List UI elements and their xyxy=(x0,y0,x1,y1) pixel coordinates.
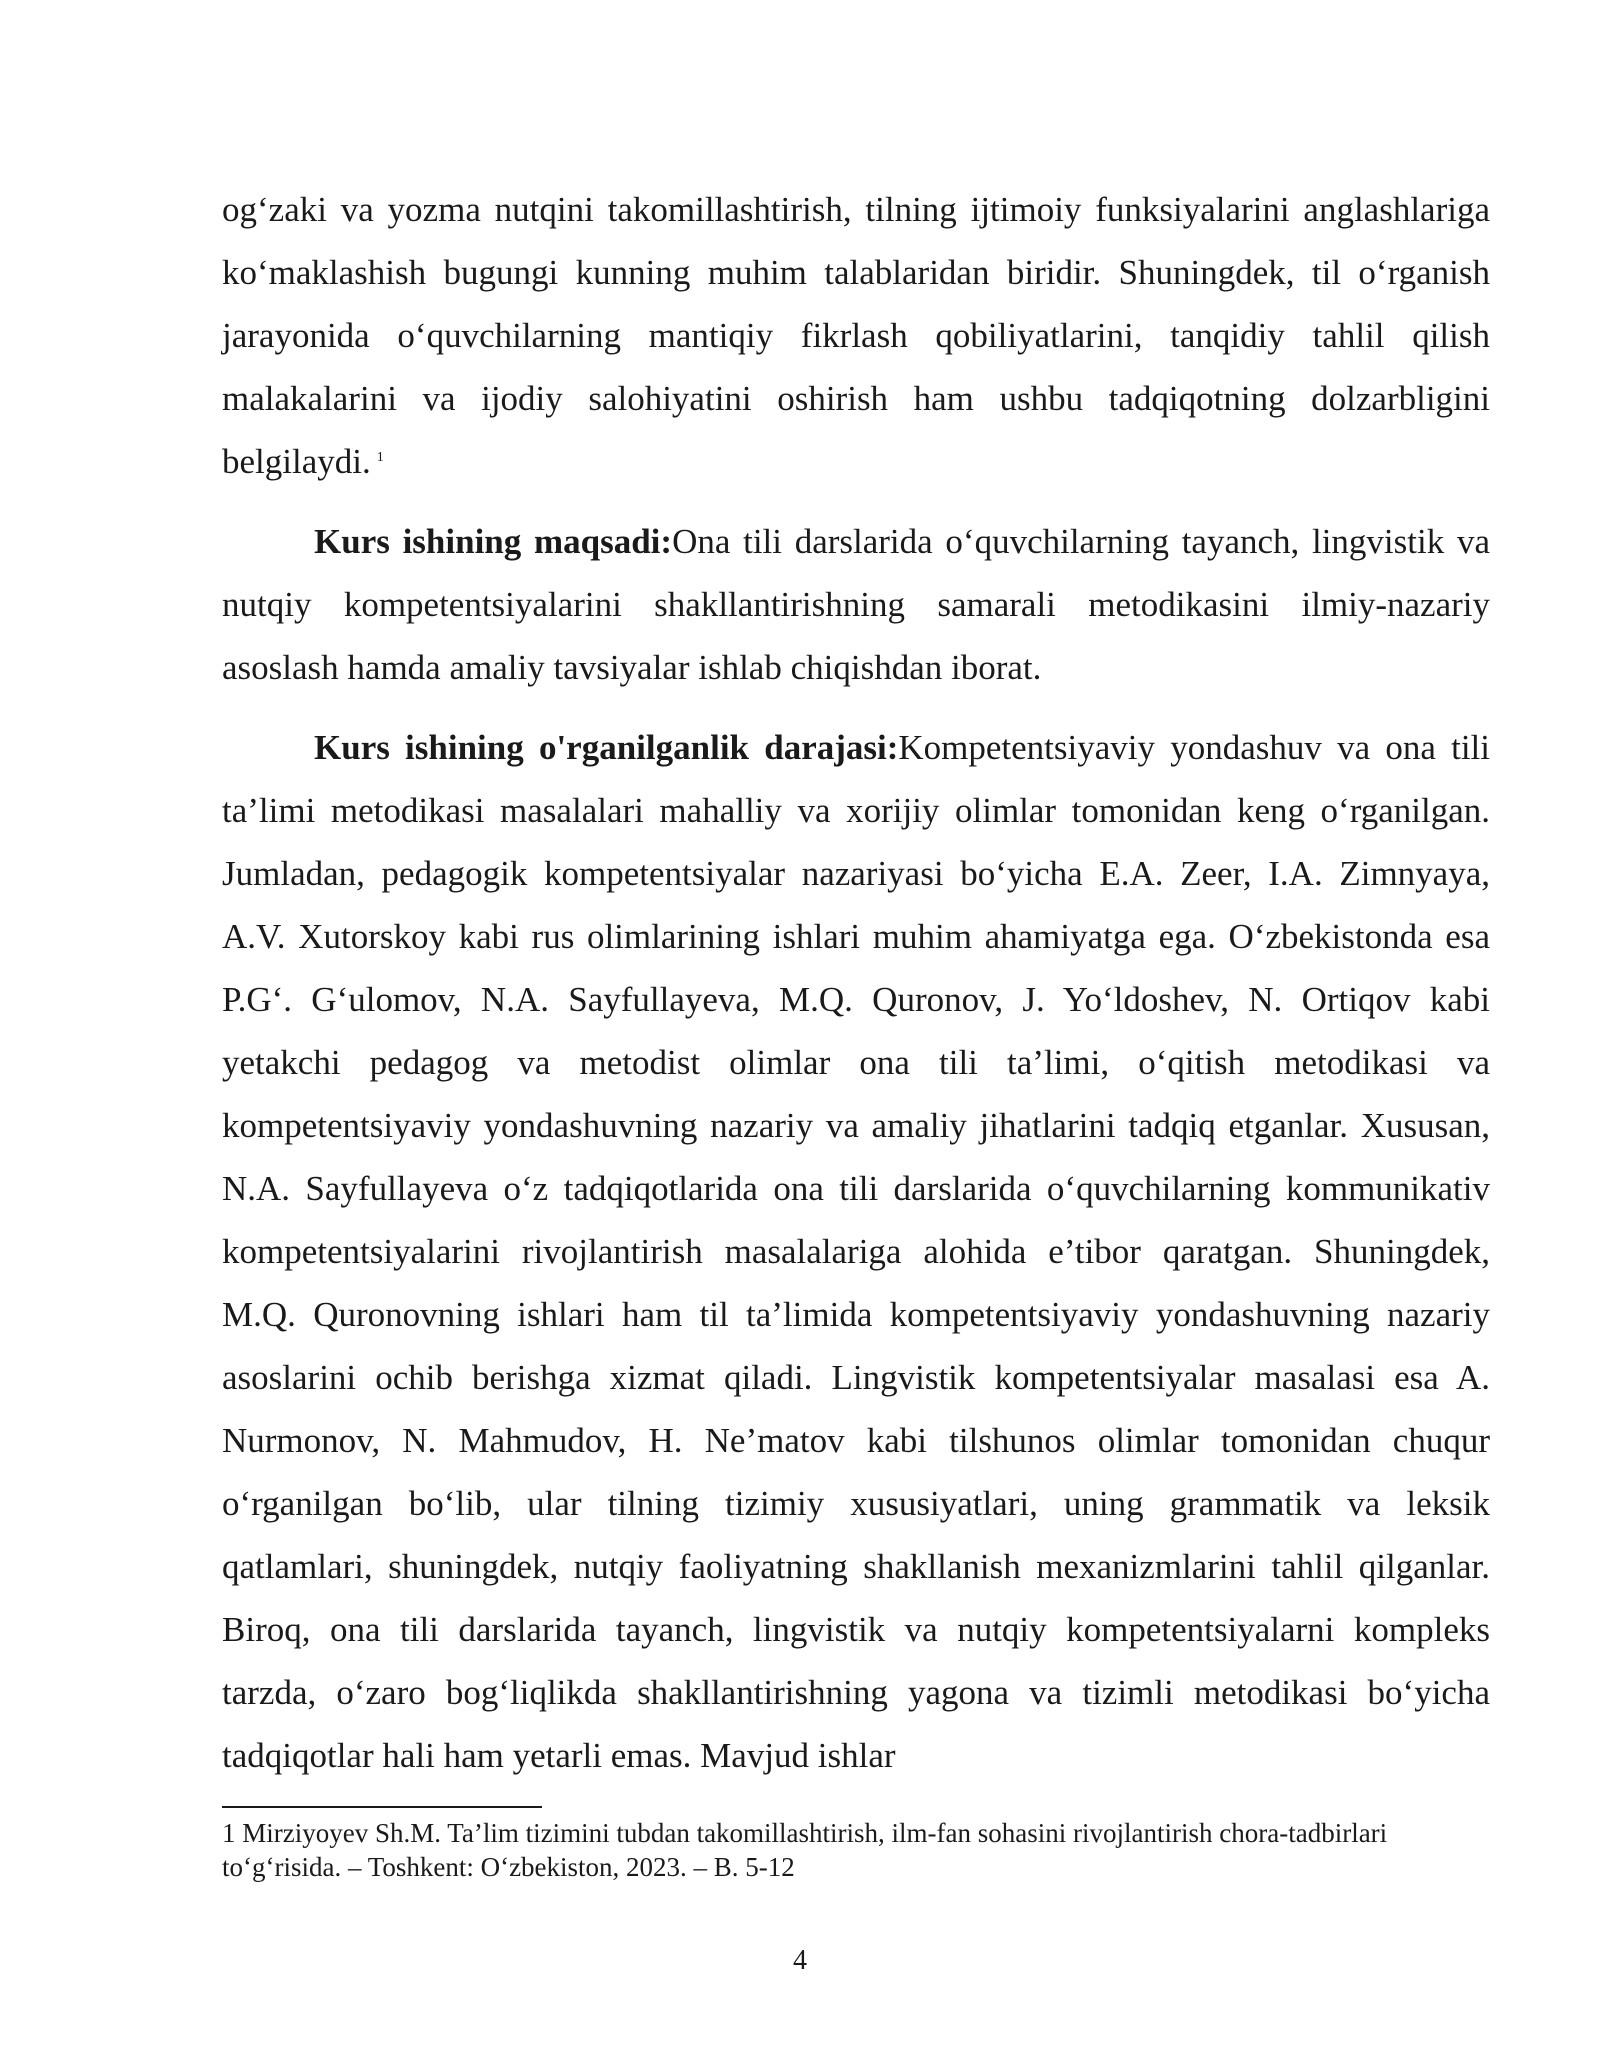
paragraph-goal xyxy=(222,510,1490,699)
paragraph-goal-text: Ona tili darslarida o‘quvchilarning tayanch, lingvistik va nutqiy kompetentsiyalarini shakllantirishning samarali metodikasini ilmiy-nazariy asoslash hamda amaliy tavsiyalar ishlab chiqishdan iborat. xyxy=(222,522,1490,687)
footnote-reference: 1 xyxy=(376,450,384,465)
paragraph-relevance-text: og‘zaki va yozma nutqini takomillashtirish, tilning ijtimoiy funksiyalarini anglashlariga ko‘maklashish bugungi kunning muhim talablaridan biridir. Shuningdek, til o‘rganish jarayonida o‘quvchilarning mantiqiy fikrlash qobiliyatlarini, tanqidiy tahlil qilish malakalarini va ijodiy salohiyatini oshirish ham ushbu tadqiqotning dolzarbligini belgilaydi. xyxy=(222,190,1490,481)
paragraph-literature-heading: Kurs ishining o'rganilganlik darajasi: xyxy=(314,728,899,767)
paragraph-relevance xyxy=(222,178,1490,493)
page-number: 4 xyxy=(793,1945,807,1976)
body-text xyxy=(222,178,1490,1787)
footnote: 1 Mirziyoyev Sh.M. Ta’lim tizimini tubdan takomillashtirish, ilm-fan sohasini rivojlantirish chora-tadbirlari to‘g‘risida. – Toshkent: O‘zbekiston, 2023. – B. 5-12 xyxy=(222,1818,1388,1882)
paragraph-goal-heading: Kurs ishining maqsadi: xyxy=(314,522,673,561)
paragraph-literature-review xyxy=(222,716,1490,1787)
paragraph-literature-text: Kompetentsiyaviy yondashuv va ona tili ta’limi metodikasi masalalari mahalliy va xorijiy olimlar tomonidan keng o‘rganilgan. Jumladan, pedagogik kompetentsiyalar nazariyasi bo‘yicha E.A. Zeer, I.A. Zimnyaya, A.V. Xutorskoy kabi rus olimlarining ishlari muhim ahamiyatga ega. O‘zbekistonda esa P.G‘. G‘ulomov, N.A. Sayfullayeva, M.Q. Quronov, J. Yo‘ldoshev, N. Ortiqov kabi yetakchi pedagog va metodist olimlar ona tili ta’limi, o‘qitish metodikasi va kompetentsiyaviy yondashuvning nazariy va amaliy jihatlarini tadqiq etganlar. Xususan, N.A. Sayfullayeva o‘z tadqiqotlarida ona tili darslarida o‘quvchilarning kommunikativ kompetentsiyalarini rivojlantirish masalalariga alohida e’tibor qaratgan. Shuningdek, M.Q. Quronovning ishlari ham til ta’limida kompetentsiyaviy yondashuvning nazariy asoslarini ochib berishga xizmat qiladi. Lingvistik kompetentsiyalar masalasi esa A. Nurmonov, N. Mahmudov, H. Ne’matov kabi tilshunos olimlar tomonidan chuqur o‘rganilgan bo‘lib, ular tilning tizimiy xususiyatlari, uning grammatik va leksik qatlamlari, shuningdek, nutqiy faoliyatning shakllanish mexanizmlarini tahlil qilganlar. Biroq, ona tili darslarida tayanch, lingvistik va nutqiy kompetentsiyalarni kompleks tarzda, o‘zaro bog‘liqlikda shakllantirishning yagona va tizimli metodikasi bo‘yicha tadqiqotlar hali ham yetarli emas. Mavjud ishlar xyxy=(222,728,1490,1775)
footnote-separator xyxy=(222,1806,542,1808)
